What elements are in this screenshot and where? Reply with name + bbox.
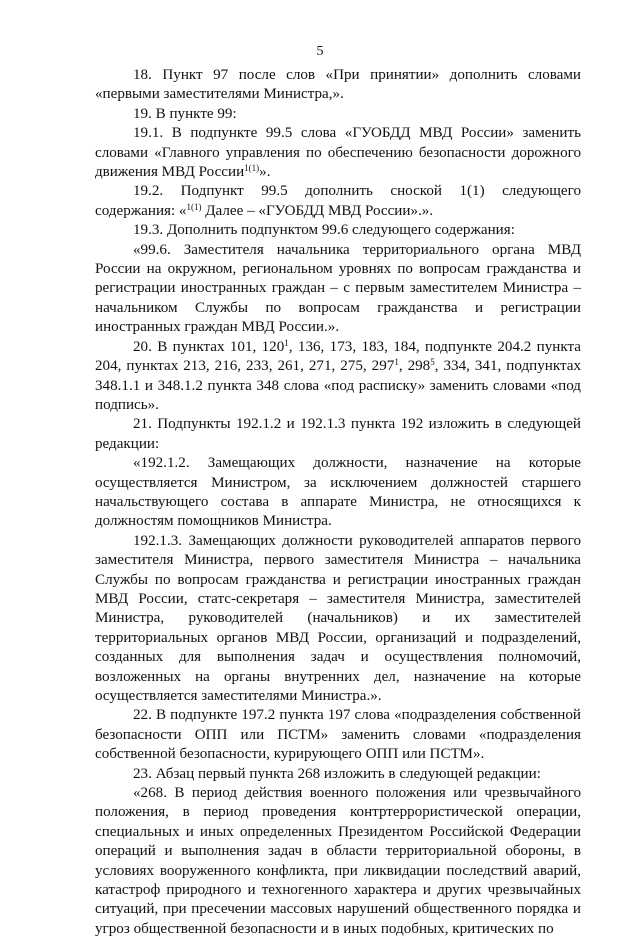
document-body bbox=[95, 66, 581, 939]
paragraph-text: 19. В пункте 99: bbox=[133, 105, 237, 122]
paragraph bbox=[95, 532, 581, 707]
footnote-marker: 1(1) bbox=[244, 163, 260, 174]
footnote-marker: 1(1) bbox=[186, 201, 202, 212]
paragraph bbox=[95, 182, 581, 221]
paragraph-text: 18. Пункт 97 после слов «При принятии» дополнить словами «первыми заместителями Министра,». bbox=[95, 67, 581, 103]
paragraph bbox=[95, 765, 581, 784]
paragraph-text: 21. Подпункты 192.1.2 и 192.1.3 пункта 192 изложить в следующей редакции: bbox=[95, 416, 581, 452]
paragraph bbox=[95, 221, 581, 240]
paragraph-text: 19.3. Дополнить подпунктом 99.6 следующего содержания: bbox=[133, 222, 515, 239]
paragraph bbox=[95, 105, 581, 124]
paragraph bbox=[95, 784, 581, 939]
paragraph-text: , 334, 341, подпунктах 348.1.1 и 348.1.2 пункта 348 слова «под расписку» заменить словами «под подпись». bbox=[95, 358, 582, 413]
paragraph-text: 192.1.3. Замещающих должности руководителей аппаратов первого заместителя Министра, первого заместителя Министра – начальника Службы по вопросам гражданства и регистрации иностранных граждан МВД России, статс-секретаря – заместителя Министра, заместителей Министра, руководителей (начальников) и их заместителей территориальных органов МВД России, организаций и подразделений, созданных для выполнения задач и осуществления полномочий, возложенных на органы внутренних дел, назначение на которые осуществляется заместителями Министра.». bbox=[95, 532, 581, 704]
footnote-marker: 5 bbox=[430, 357, 435, 368]
paragraph bbox=[95, 338, 581, 416]
paragraph bbox=[95, 454, 581, 532]
paragraph-text: 20. В пунктах 101, 120 bbox=[133, 338, 285, 355]
paragraph-text: , 298 bbox=[398, 358, 431, 375]
paragraph-text: «99.6. Заместителя начальника территориального органа МВД России на окружном, региональном уровнях по вопросам гражданства и регистрации иностранных граждан – с первым заместителем Министра – начальником Службы по вопросам гражданства и регистрации иностранных граждан МВД России.». bbox=[95, 241, 581, 336]
paragraph-text: 22. В подпункте 197.2 пункта 197 слова «подразделения собственной безопасности ОПП или ПСТМ» заменить словами «подразделения собственной безопасности, курирующего ОПП или ПСТМ». bbox=[95, 707, 581, 763]
paragraph-text: 19.2. Подпункт 99.5 дополнить сноской 1(1) следующего содержания: « bbox=[95, 183, 581, 219]
footnote-marker: 1 bbox=[284, 337, 289, 348]
paragraph bbox=[95, 415, 581, 454]
paragraph-text: ». bbox=[259, 164, 271, 181]
paragraph-text: «192.1.2. Замещающих должности, назначение на которые осуществляется Министром, за исключением должностей старшего начальствующего состава в аппарате Министра, не относящихся к должностям помощников Министра. bbox=[95, 455, 581, 530]
page-number: 5 bbox=[316, 44, 324, 59]
paragraph-text: Далее – «ГУОБДД МВД России».». bbox=[201, 202, 434, 219]
paragraph bbox=[95, 66, 581, 105]
paragraph bbox=[95, 124, 581, 182]
paragraph bbox=[95, 706, 581, 764]
paragraph-text: «268. В период действия военного положения или чрезвычайного положения, в период проведения контртеррористической операции, специальных и иных определенных Президентом Российской Федерации операций и выполнения задач в области территориальной обороны, в условиях вооруженного конфликта, при ликвидации последствий аварий, катастроф природного и техногенного характера и других чрезвычайных ситуаций, при пресечении массовых нарушений общественного порядка и угроз общественной безопасности и в иных подобных, критических по bbox=[95, 785, 581, 937]
paragraph-text: 19.1. В подпункте 99.5 слова «ГУОБДД МВД России» заменить словами «Главного управления по обеспечению безопасности дорожного движения МВД России bbox=[95, 125, 581, 181]
paragraph bbox=[95, 241, 581, 338]
paragraph-text: 23. Абзац первый пункта 268 изложить в следующей редакции: bbox=[133, 765, 541, 782]
paragraph-text: , 136, 173, 183, 184, подпункте 204.2 пункта 204, пунктах 213, 216, 233, 261, 271, 275, 297 bbox=[95, 338, 581, 375]
footnote-marker: 1 bbox=[394, 357, 399, 368]
